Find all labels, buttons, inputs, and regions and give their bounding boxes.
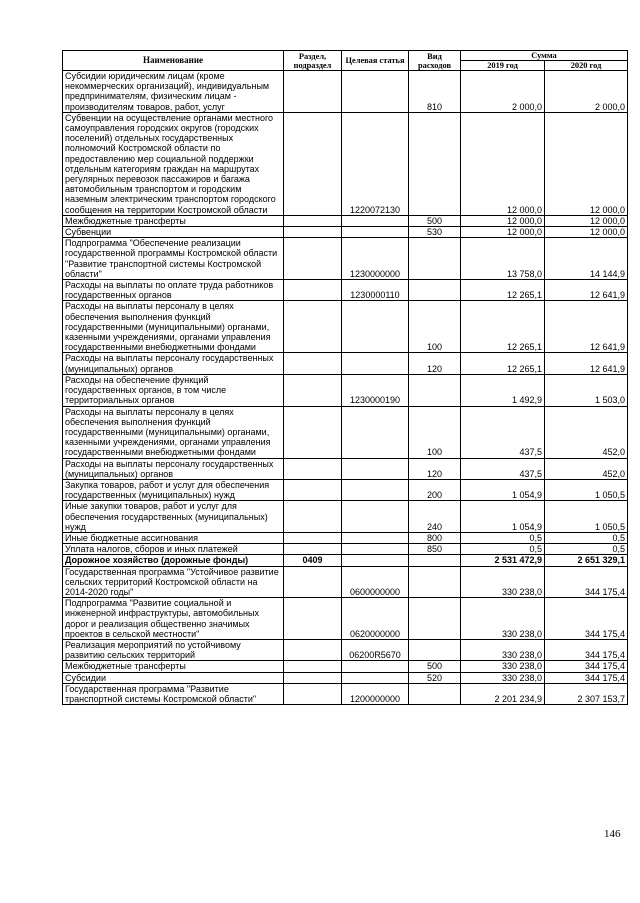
row-name: Субвенции xyxy=(63,227,284,238)
table-row xyxy=(63,374,628,406)
row-section xyxy=(284,301,342,353)
row-section: 0409 xyxy=(284,555,342,566)
header-row-top xyxy=(63,51,628,61)
row-sum-2020: 1 503,0 xyxy=(545,374,628,406)
row-sum-2019: 2 000,0 xyxy=(461,71,545,113)
row-target xyxy=(342,458,409,479)
row-kind: 520 xyxy=(409,672,461,683)
row-section xyxy=(284,238,342,280)
row-kind: 100 xyxy=(409,406,461,458)
row-sum-2019: 1 054,9 xyxy=(461,501,545,533)
row-section xyxy=(284,227,342,238)
row-name: Расходы на выплаты персоналу государственных (муниципальных) органов xyxy=(63,353,284,374)
table-row xyxy=(63,661,628,672)
row-sum-2019: 2 201 234,9 xyxy=(461,683,545,704)
header-kind: Вид расходов xyxy=(409,51,461,71)
row-sum-2020: 0,5 xyxy=(545,532,628,543)
row-sum-2020: 12 641,9 xyxy=(545,280,628,301)
row-section xyxy=(284,661,342,672)
row-section xyxy=(284,71,342,113)
row-sum-2020: 12 641,9 xyxy=(545,301,628,353)
row-kind: 500 xyxy=(409,215,461,226)
row-sum-2020: 1 050,5 xyxy=(545,501,628,533)
row-name: Субвенции на осуществление органами местного самоуправления городских округов (городских поселений) отдельных государственных полномочий Костромской области по предоставлению мер социальной поддержки отдельным категориям граждан на маршрутах регулярных перевозок пассажиров и багажа автомобильным транспортом и городским наземным электрическим транспортом городского сообщения на территории Костромской области xyxy=(63,112,284,215)
row-sum-2019: 330 238,0 xyxy=(461,566,545,598)
row-sum-2019: 12 000,0 xyxy=(461,215,545,226)
table-row xyxy=(63,479,628,500)
row-section xyxy=(284,479,342,500)
row-name: Межбюджетные трансферты xyxy=(63,661,284,672)
row-name: Субсидии юридическим лицам (кроме некоммерческих организаций), индивидуальным предпринимателям, физическим лицам - производителям товаров, работ, услуг xyxy=(63,71,284,113)
row-section xyxy=(284,544,342,555)
row-sum-2019: 330 238,0 xyxy=(461,672,545,683)
row-sum-2019: 1 054,9 xyxy=(461,479,545,500)
row-sum-2020: 12 000,0 xyxy=(545,215,628,226)
row-sum-2020: 452,0 xyxy=(545,458,628,479)
row-kind: 850 xyxy=(409,544,461,555)
row-sum-2020: 12 641,9 xyxy=(545,353,628,374)
table-row xyxy=(63,555,628,566)
table-row xyxy=(63,598,628,640)
table-row xyxy=(63,639,628,660)
row-name: Государственная программа "Развитие транспортной системы Костромской области" xyxy=(63,683,284,704)
row-kind: 120 xyxy=(409,458,461,479)
row-target: 1230000190 xyxy=(342,374,409,406)
row-sum-2020: 2 307 153,7 xyxy=(545,683,628,704)
row-kind xyxy=(409,112,461,215)
row-sum-2019: 12 000,0 xyxy=(461,112,545,215)
row-target: 1230000110 xyxy=(342,280,409,301)
row-sum-2019: 1 492,9 xyxy=(461,374,545,406)
row-target xyxy=(342,215,409,226)
row-name: Расходы на выплаты персоналу в целях обеспечения выполнения функций государственными (муниципальными) органами, казенными учреждениями, органами управления государственными внебюджетными фондами xyxy=(63,406,284,458)
row-name: Расходы на выплаты по оплате труда работников государственных органов xyxy=(63,280,284,301)
row-name: Иные бюджетные ассигнования xyxy=(63,532,284,543)
row-kind: 530 xyxy=(409,227,461,238)
row-target: 1220072130 xyxy=(342,112,409,215)
row-kind: 240 xyxy=(409,501,461,533)
row-name: Дорожное хозяйство (дорожные фонды) xyxy=(63,555,284,566)
header-name: Наименование xyxy=(63,51,284,71)
table-row xyxy=(63,71,628,113)
row-sum-2019: 0,5 xyxy=(461,532,545,543)
header-year-2020: 2020 год xyxy=(545,61,628,71)
row-sum-2020: 344 175,4 xyxy=(545,566,628,598)
row-sum-2019: 12 000,0 xyxy=(461,227,545,238)
row-sum-2019: 12 265,1 xyxy=(461,301,545,353)
row-section xyxy=(284,280,342,301)
row-kind xyxy=(409,598,461,640)
row-sum-2019: 330 238,0 xyxy=(461,598,545,640)
row-kind xyxy=(409,683,461,704)
table-row xyxy=(63,683,628,704)
row-name: Расходы на выплаты персоналу государственных (муниципальных) органов xyxy=(63,458,284,479)
budget-table xyxy=(62,50,628,705)
row-target: 0620000000 xyxy=(342,598,409,640)
row-sum-2020: 12 000,0 xyxy=(545,112,628,215)
row-section xyxy=(284,639,342,660)
row-sum-2020: 344 175,4 xyxy=(545,672,628,683)
table-row xyxy=(63,532,628,543)
table-row xyxy=(63,353,628,374)
row-sum-2020: 344 175,4 xyxy=(545,639,628,660)
header-sum: Сумма xyxy=(461,51,628,61)
table-row xyxy=(63,501,628,533)
row-section xyxy=(284,374,342,406)
table-row xyxy=(63,301,628,353)
table-row xyxy=(63,227,628,238)
row-name: Субсидии xyxy=(63,672,284,683)
header-year-2019: 2019 год xyxy=(461,61,545,71)
row-sum-2020: 12 000,0 xyxy=(545,227,628,238)
row-section xyxy=(284,112,342,215)
row-sum-2020: 344 175,4 xyxy=(545,661,628,672)
row-target xyxy=(342,672,409,683)
row-name: Межбюджетные трансферты xyxy=(63,215,284,226)
row-sum-2020: 344 175,4 xyxy=(545,598,628,640)
row-target xyxy=(342,532,409,543)
row-kind xyxy=(409,280,461,301)
row-name: Расходы на обеспечение функций государственных органов, в том числе территориальных органов xyxy=(63,374,284,406)
row-target xyxy=(342,544,409,555)
row-target xyxy=(342,661,409,672)
row-target xyxy=(342,501,409,533)
row-kind: 200 xyxy=(409,479,461,500)
row-target: 1200000000 xyxy=(342,683,409,704)
table-row xyxy=(63,458,628,479)
row-name: Иные закупки товаров, работ и услуг для обеспечения государственных (муниципальных) нужд xyxy=(63,501,284,533)
row-sum-2020: 14 144,9 xyxy=(545,238,628,280)
row-section xyxy=(284,406,342,458)
row-target: 0600000000 xyxy=(342,566,409,598)
row-target xyxy=(342,555,409,566)
header-section: Раздел, подраздел xyxy=(284,51,342,71)
row-kind xyxy=(409,555,461,566)
table-row xyxy=(63,406,628,458)
row-target xyxy=(342,227,409,238)
row-name: Расходы на выплаты персоналу в целях обеспечения выполнения функций государственными (муниципальными) органами, казенными учреждениями, органами управления государственными внебюджетными фондами xyxy=(63,301,284,353)
header-target: Целевая статья xyxy=(342,51,409,71)
row-name: Уплата налогов, сборов и иных платежей xyxy=(63,544,284,555)
row-sum-2020: 1 050,5 xyxy=(545,479,628,500)
row-name: Закупка товаров, работ и услуг для обеспечения государственных (муниципальных) нужд xyxy=(63,479,284,500)
row-sum-2019: 437,5 xyxy=(461,458,545,479)
row-target: 06200R5670 xyxy=(342,639,409,660)
row-sum-2020: 2 000,0 xyxy=(545,71,628,113)
row-section xyxy=(284,215,342,226)
table-row xyxy=(63,215,628,226)
row-sum-2019: 12 265,1 xyxy=(461,353,545,374)
row-target xyxy=(342,301,409,353)
row-sum-2020: 0,5 xyxy=(545,544,628,555)
row-sum-2019: 437,5 xyxy=(461,406,545,458)
row-kind xyxy=(409,566,461,598)
table-body xyxy=(63,71,628,705)
row-kind: 810 xyxy=(409,71,461,113)
row-kind: 100 xyxy=(409,301,461,353)
row-sum-2020: 2 651 329,1 xyxy=(545,555,628,566)
row-name: Реализация мероприятий по устойчивому развитию сельских территорий xyxy=(63,639,284,660)
row-section xyxy=(284,683,342,704)
row-sum-2019: 330 238,0 xyxy=(461,661,545,672)
row-target xyxy=(342,353,409,374)
row-name: Подпрограмма "Развитие социальной и инженерной инфраструктуры, автомобильных дорог и реализация общественно значимых проектов в сельской местности" xyxy=(63,598,284,640)
row-sum-2019: 330 238,0 xyxy=(461,639,545,660)
row-section xyxy=(284,501,342,533)
row-kind xyxy=(409,639,461,660)
row-kind xyxy=(409,374,461,406)
table-row xyxy=(63,238,628,280)
table-row xyxy=(63,544,628,555)
row-kind: 500 xyxy=(409,661,461,672)
row-target: 1230000000 xyxy=(342,238,409,280)
row-sum-2020: 452,0 xyxy=(545,406,628,458)
table-row xyxy=(63,112,628,215)
row-kind xyxy=(409,238,461,280)
row-sum-2019: 2 531 472,9 xyxy=(461,555,545,566)
table-row xyxy=(63,566,628,598)
row-section xyxy=(284,598,342,640)
row-section xyxy=(284,672,342,683)
row-section xyxy=(284,353,342,374)
table-row xyxy=(63,280,628,301)
row-sum-2019: 12 265,1 xyxy=(461,280,545,301)
row-sum-2019: 13 758,0 xyxy=(461,238,545,280)
row-section xyxy=(284,458,342,479)
row-name: Подпрограмма "Обеспечение реализации государственной программы Костромской области "Развитие транспортной системы Костромской области" xyxy=(63,238,284,280)
row-name: Государственная программа "Устойчивое развитие сельских территорий Костромской области на 2014-2020 годы" xyxy=(63,566,284,598)
page-number: 146 xyxy=(604,828,621,840)
row-kind: 120 xyxy=(409,353,461,374)
row-target xyxy=(342,479,409,500)
row-section xyxy=(284,532,342,543)
row-sum-2019: 0,5 xyxy=(461,544,545,555)
table-row xyxy=(63,672,628,683)
row-target xyxy=(342,406,409,458)
row-target xyxy=(342,71,409,113)
row-kind: 800 xyxy=(409,532,461,543)
row-section xyxy=(284,566,342,598)
